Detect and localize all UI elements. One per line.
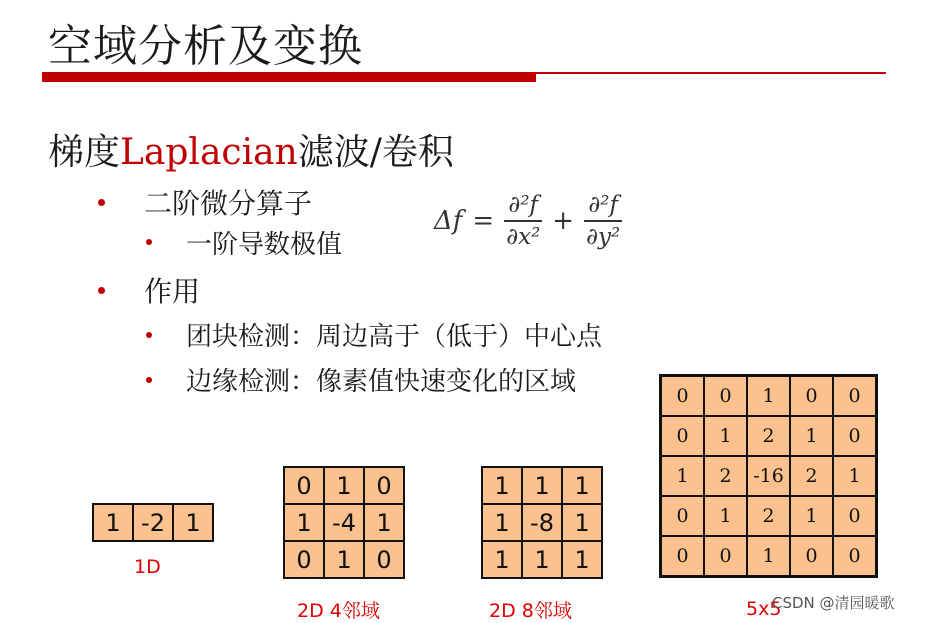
kernel-cell: 1 [482,504,522,541]
kernel-cell: 1 [482,467,522,504]
kernel-row [284,504,404,541]
kernel-cell: 0 [704,376,747,417]
kernel-2d-8-neighborhood [481,466,603,579]
bullet-first-derivative-extrema: 一阶导数极值 [186,230,343,260]
bullet-dot [98,199,105,206]
kernel-cell: 1 [562,504,602,541]
kernel-cell: 0 [284,541,324,578]
kernel-cell: 0 [661,496,705,536]
kernel-cell: 1 [704,416,747,456]
kernel-cell: 2 [747,416,790,456]
bullet-dot [98,287,105,294]
kernel-cell: 1 [93,504,133,541]
kernel-1d-caption: 1D [134,556,161,578]
kernel-cell: 1 [324,467,364,504]
kernel-cell: 1 [284,504,324,541]
formula-term-x [504,190,542,252]
kernel-cell: 0 [661,376,705,417]
kernel-row [93,504,213,541]
kernel-cell: 0 [364,467,404,504]
bullet-blob-detection: 团块检测：周边高于（低于）中心点 [186,322,603,352]
kernel-cell: -16 [747,456,790,496]
kernel-cell: 0 [661,536,705,577]
heading-suffix: 滤波/卷积 [297,132,454,173]
formula-term-x-numerator: ∂²f [508,192,539,218]
kernel-cell: 0 [833,496,877,536]
kernel-cell: 1 [747,376,790,417]
kernel-row [284,541,404,578]
kernel-cell: 0 [790,376,833,417]
kernel-row [482,504,602,541]
kernel-2d-8-caption: 2D 8邻域 [489,600,572,622]
kernel-cell: 1 [562,541,602,578]
kernel-cell: 1 [704,496,747,536]
formula-term-x-denominator: ∂x² [506,224,541,250]
bullet-dot [146,239,152,245]
bullet-edge-detection: 边缘检测：像素值快速变化的区域 [186,367,577,397]
formula-term-y-numerator: ∂²f [588,192,618,218]
kernel-cell: 0 [833,536,877,577]
kernel-cell: 1 [364,504,404,541]
title-underline-thick [42,72,536,82]
kernel-cell: 0 [284,467,324,504]
kernel-row [661,496,877,536]
kernel-cell: 0 [364,541,404,578]
kernel-5x5-caption: 5x5 [746,598,782,620]
formula-equals: = [472,206,495,236]
bullet-dot [146,377,152,383]
kernel-cell: 0 [833,416,877,456]
kernel-cell: 0 [833,376,877,417]
kernel-cell: 1 [324,541,364,578]
title-underline-thin [536,72,886,74]
bullet-second-order-operator: 二阶微分算子 [144,187,313,220]
csdn-watermark: CSDN @清园暖歌 [772,594,895,612]
formula-plus: + [552,206,575,236]
kernel-cell: 1 [522,467,562,504]
kernel-cell: 0 [704,536,747,577]
kernel-1d [92,503,214,542]
kernel-cell: 1 [482,541,522,578]
kernel-row [661,536,877,577]
kernel-cell: 1 [833,456,877,496]
kernel-cell: 2 [790,456,833,496]
kernel-cell: 2 [704,456,747,496]
kernel-cell: -2 [133,504,173,541]
section-heading [48,124,454,175]
kernel-2d-4-neighborhood [283,466,405,579]
bullet-purpose: 作用 [144,275,201,308]
formula-term-y [584,190,622,252]
kernel-row [482,467,602,504]
kernel-row [284,467,404,504]
kernel-cell: 2 [747,496,790,536]
kernel-cell: -4 [324,504,364,541]
kernel-cell: 0 [790,536,833,577]
kernel-cell: 1 [661,456,705,496]
kernel-cell: 0 [661,416,705,456]
formula-term-y-denominator: ∂y² [586,224,621,250]
laplacian-formula [434,190,628,252]
kernel-5x5 [659,374,878,578]
kernel-cell: 1 [790,496,833,536]
kernel-2d-4-caption: 2D 4邻域 [297,600,380,622]
kernel-row [661,456,877,496]
kernel-cell: 1 [522,541,562,578]
slide-title: 空域分析及变换 [48,21,363,72]
kernel-cell: 1 [173,504,213,541]
heading-prefix: 梯度 [48,132,121,173]
kernel-cell: 1 [562,467,602,504]
kernel-row [661,376,877,417]
heading-laplacian: Laplacian [120,132,298,173]
kernel-row [482,541,602,578]
formula-lhs: Δf [434,206,463,236]
kernel-cell: 1 [747,536,790,577]
kernel-row [661,416,877,456]
kernel-cell: 1 [790,416,833,456]
bullet-dot [146,332,152,338]
kernel-cell: -8 [522,504,562,541]
